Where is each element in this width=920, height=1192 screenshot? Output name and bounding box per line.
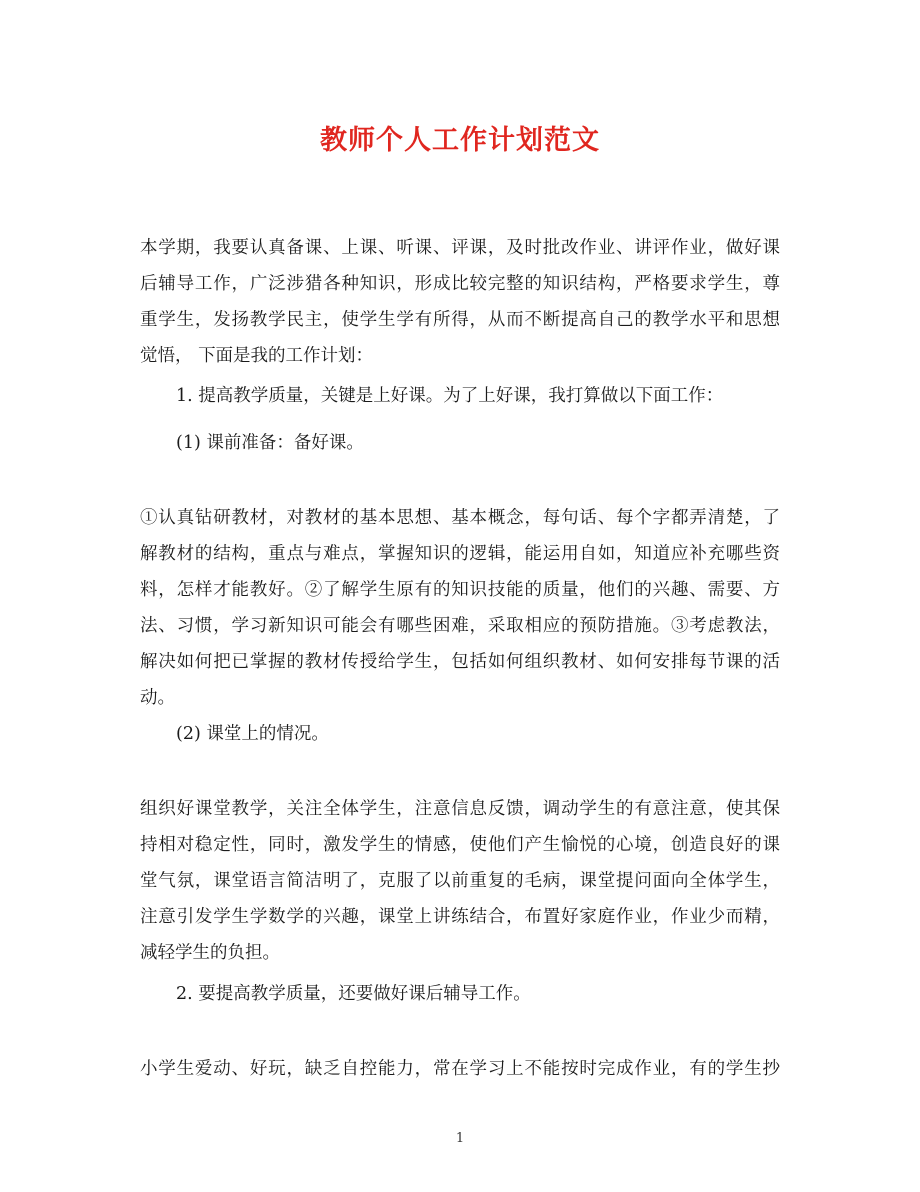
sub-item-2: (2) 课堂上的情况。 — [176, 724, 329, 744]
paragraph-line: 觉悟， 下面是我的工作计划： — [140, 346, 374, 366]
paragraph-classroom — [140, 791, 780, 971]
document-title: 教师个人工作计划范文 — [320, 125, 600, 156]
page-number: 1 — [455, 1131, 465, 1146]
paragraph-line: 本学期，我要认真备课、上课、听课、评课，及时批改作业、讲评作业，做好课 — [140, 238, 780, 258]
paragraph-line: 解教材的结构，重点与难点，掌握知识的逻辑，能运用自如，知道应补充哪些资 — [140, 544, 780, 564]
paragraph-line: 堂气氛，课堂语言简洁明了，克服了以前重复的毛病，课堂提问面向全体学生， — [140, 871, 780, 891]
paragraph-line: 减轻学生的负担。 — [140, 943, 280, 963]
paragraph-line: 动。 — [140, 688, 175, 708]
paragraph-line: 小学生爱动、好玩，缺乏自控能力，常在学习上不能按时完成作业，有的学生抄 — [140, 1059, 780, 1079]
list-item-2: 2. 要提高教学质量，还要做好课后辅导工作。 — [176, 984, 531, 1004]
paragraph-line: 法、习惯，学习新知识可能会有哪些困难，采取相应的预防措施。③考虑教法， — [140, 616, 780, 636]
sub-item-1: (1) 课前准备：备好课。 — [176, 433, 364, 453]
paragraph-line: 解决如何把已掌握的教材传授给学生，包括如何组织教材、如何安排每节课的活 — [140, 652, 780, 672]
list-item-1: 1. 提高教学质量，关键是上好课。为了上好课，我打算做以下面工作： — [176, 386, 724, 406]
paragraph-line: 料，怎样才能教好。②了解学生原有的知识技能的质量，他们的兴趣、需要、方 — [140, 580, 780, 600]
paragraph-line: 组织好课堂教学，关注全体学生，注意信息反馈，调动学生的有意注意，使其保 — [140, 799, 780, 819]
paragraph-line: 重学生，发扬教学民主，使学生学有所得，从而不断提高自己的教学水平和思想 — [140, 310, 780, 330]
paragraph-line: 持相对稳定性，同时，激发学生的情感，使他们产生愉悦的心境，创造良好的课 — [140, 835, 780, 855]
paragraph-tutoring — [140, 1051, 780, 1087]
paragraph-preparation — [140, 500, 780, 716]
paragraph-intro — [140, 230, 780, 374]
paragraph-line: 注意引发学生学数学的兴趣，课堂上讲练结合，布置好家庭作业，作业少而精， — [140, 907, 780, 927]
paragraph-line: 后辅导工作，广泛涉猎各种知识，形成比较完整的知识结构，严格要求学生，尊 — [140, 274, 780, 294]
paragraph-line: ①认真钻研教材，对教材的基本思想、基本概念，每句话、每个字都弄清楚，了 — [140, 508, 780, 528]
